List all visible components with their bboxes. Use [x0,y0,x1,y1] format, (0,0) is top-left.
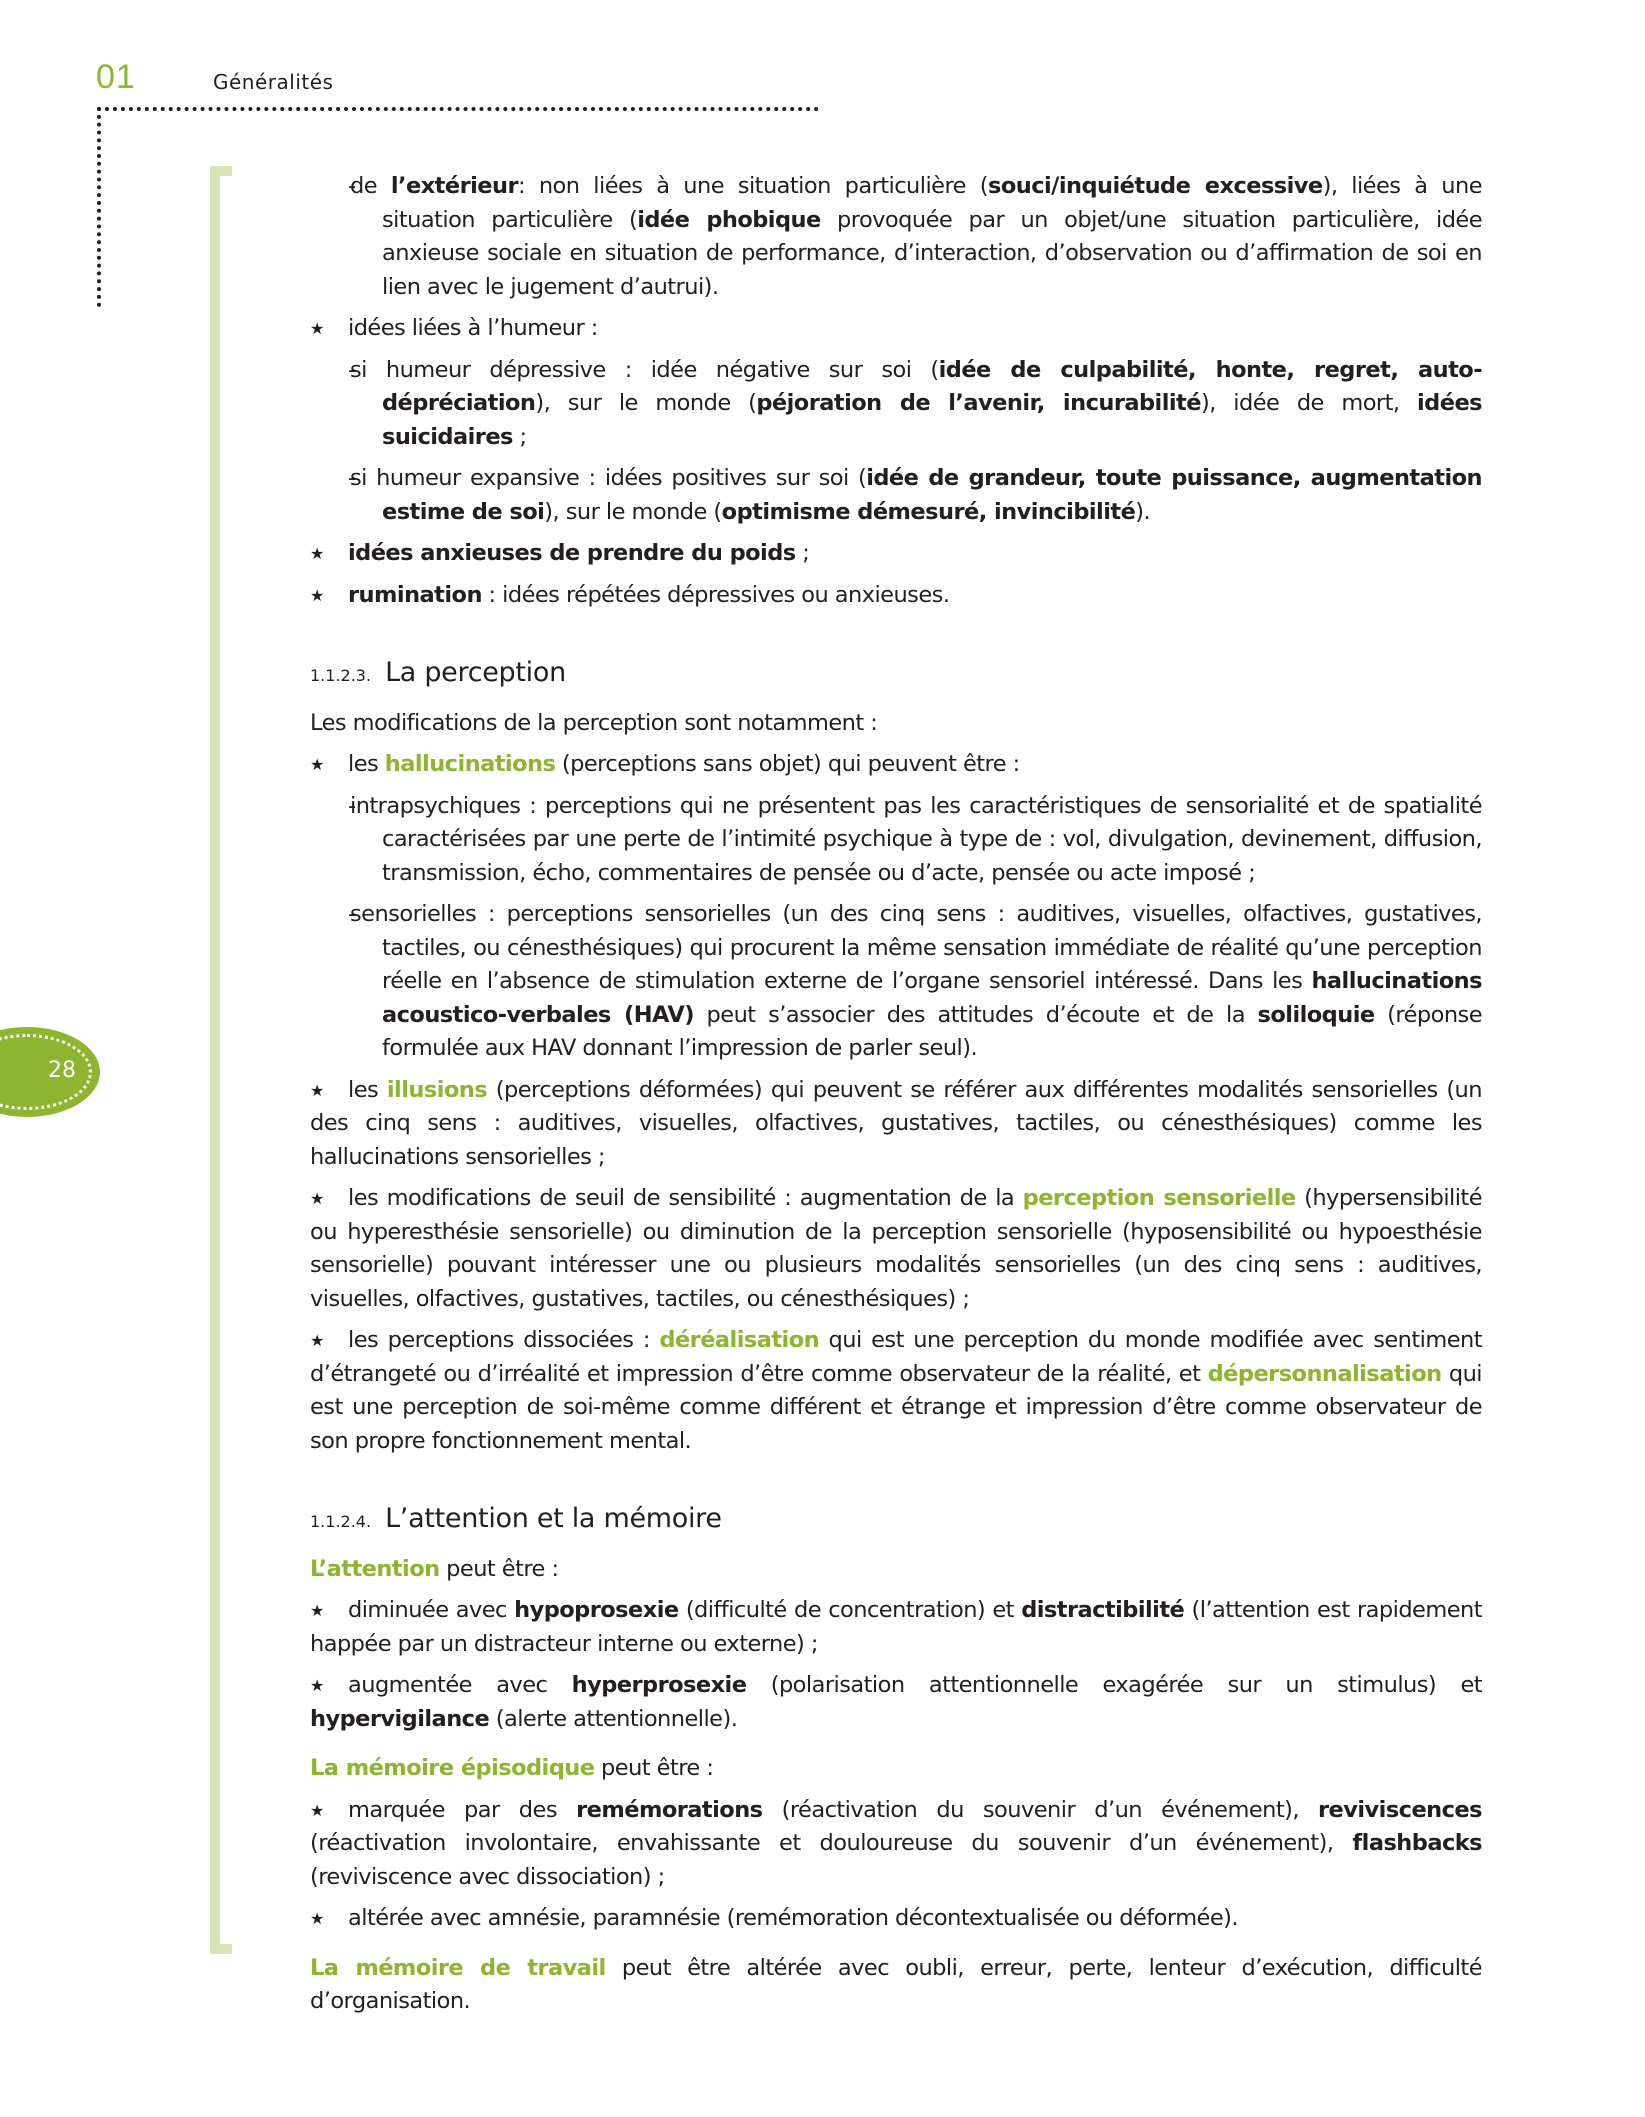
highlight-term: L’attention [310,1555,440,1582]
section-number: 1.1.2.3. [310,666,372,685]
text: peut être altérée avec oubli, erreur, perte, lenteur d’exécution, difficulté d’organisation. [310,1954,1482,2014]
sub-list-item [310,354,1482,455]
text: (réponse formulée aux HAV donnant l’impression de parler seul). [382,1001,1482,1061]
list-item [310,1324,1482,1458]
text: si humeur dépressive : idée négative sur soi ( [350,356,939,383]
chapter-title: Généralités [213,70,334,94]
text: augmentée avec [348,1672,572,1698]
text: (réactivation du souvenir d’un événement), [762,1796,1319,1823]
text: : idées répétées dépressives ou anxieuses. [481,581,950,608]
bold-term: rumination [348,581,482,608]
bold-term: reviviscences [1318,1796,1482,1823]
text: diminuée avec [348,1597,515,1623]
list-item [310,748,1482,782]
star-bullet-icon: ★ [310,1331,324,1350]
bold-term: optimisme démesuré, invincibilité [721,498,1136,525]
highlight-term: La mémoire épisodique [310,1755,595,1781]
content-bracket [210,166,232,1954]
bold-term: remémorations [576,1796,763,1823]
text: ), liées à une situation particulière ( [382,173,1482,233]
text: (l’attention est rapidement happée par un distracteur interne ou externe) ; [310,1597,1482,1657]
star-bullet-icon: ★ [310,1080,324,1100]
text: altérée avec amnésie, paramnésie (remémoration décontextualisée ou déformée). [348,1905,1238,1931]
list-item [310,537,1482,571]
text: ), sur le monde ( [544,498,722,525]
section-heading [310,1502,1482,1539]
text: provoquée par un objet/une situation particulière, idée anxieuse sociale en situation de performance, d’interaction, d’observation ou d’affirmation de soi en lien avec le jugement d’autrui). [382,206,1483,300]
text: si humeur expansive : idées positives sur soi ( [350,465,867,491]
star-bullet-icon: ★ [310,319,324,338]
paragraph [310,1553,1482,1587]
paragraph [310,1752,1482,1786]
text: (reviviscence avec dissociation) ; [310,1863,665,1890]
sub-list-item [310,898,1482,1066]
page-body [310,170,1482,2019]
section-title: L’attention et la mémoire [385,1503,722,1534]
star-bullet-icon: ★ [310,1800,324,1820]
text: qui est une perception du monde modifiée avec sentiment d’étrangeté ou d’irréalité et impression d’être comme observateur de la réalité, et [310,1327,1482,1387]
text: - intrapsychiques : perceptions qui ne présentent pas les caractéristiques de sensorialité et de spatialité caractérisées par une perte de l’intimité psychique à type de : vol, divulgation, devinement, diffusion, transmission, écho, commentaires de pensée ou d’acte, pensée ou acte imposé ; [350,792,1482,886]
text: (polarisation attentionnelle exagérée sur un stimulus) et [746,1672,1483,1698]
highlight-term: La mémoire de travail [310,1954,606,1981]
bold-term: péjoration de l’avenir, incurabilité [756,390,1201,416]
bold-term: idée phobique [637,206,821,233]
sub-list-item [310,170,1482,304]
text: : non liées à une situation particulière ( [518,173,988,199]
list-item [310,1902,1482,1936]
text: ), idée de mort, [1200,390,1418,416]
bold-term: idées anxieuses de prendre du poids [348,540,796,566]
star-bullet-icon: ★ [310,1676,324,1695]
highlight-term: déréalisation [659,1327,820,1353]
paragraph: Les modifications de la perception sont notamment : [310,709,878,736]
section-title: La perception [385,657,566,688]
text: (difficulté de concentration) et [678,1597,1022,1623]
text: peut être : [439,1555,559,1582]
list-item [310,1794,1482,1895]
text: peut être : [594,1755,714,1781]
text: les [348,751,385,777]
star-bullet-icon: ★ [310,1601,324,1620]
bold-term: l’extérieur [390,173,519,199]
section-number: 1.1.2.4. [310,1512,372,1531]
text: idées liées à l’humeur : [348,315,598,341]
text: (hypersensibilité ou hyperesthésie sensorielle) ou diminution de la perception sensorielle (hyposensibilité ou hypoesthésie sensorielle) pouvant intéresser une ou plusieurs modalités sensorielles (un des cinq sens : auditives, visuelles, olfactives, gustatives, tactiles, ou cénesthésiques) ; [310,1185,1482,1312]
text: ; [512,423,527,450]
sub-list-item [310,462,1482,529]
highlight-term: illusions [386,1076,488,1103]
text: marquée par des [348,1796,577,1823]
list-item [310,1182,1482,1316]
bold-term: hypervigilance [310,1705,490,1732]
bold-term: soliloquie [1257,1001,1375,1028]
bold-term: flashbacks [1352,1830,1482,1856]
text: de [350,173,391,199]
text: ), sur le monde ( [535,390,757,416]
highlight-term: perception sensorielle [1022,1185,1296,1211]
text: les perceptions dissociées : [348,1327,660,1353]
star-bullet-icon: ★ [310,1909,324,1928]
text: les modifications de seuil de sensibilité : augmentation de la [348,1185,1023,1211]
bold-term: idées suicidaires [382,390,1482,450]
list-item [310,312,1482,346]
list-item [310,1594,1482,1661]
bold-term: distractibilité [1021,1597,1185,1623]
paragraph [310,1952,1482,2019]
text: sensorielles : perceptions sensorielles (un des cinq sens : auditives, visuelles, olfactives, gustatives, tactiles, ou cénesthésiques) qui procurent la même sensation immédiate de réalité qu’une perception réelle en l’absence de stimulation externe de l’organe sensoriel intéressé. Dans les [350,901,1482,994]
bold-term: hyperprosexie [571,1672,747,1698]
highlight-term: dépersonnalisation [1207,1360,1442,1387]
star-bullet-icon: ★ [310,755,324,774]
list-item [310,579,1482,613]
bold-term: hallucinations acoustico-verbales (HAV) [382,968,1482,1028]
text: qui est une perception de soi-même comme différent et étrange et impression d’être comme observateur de son propre fonctionnement mental. [310,1360,1482,1454]
star-bullet-icon: ★ [310,1189,324,1208]
text: les [348,1076,387,1103]
text: ). [1135,498,1151,525]
section-heading [310,656,1482,693]
header-dotted-rule [97,107,819,111]
page-number: 28 [48,1058,76,1083]
header-dotted-rule-vertical [97,107,101,307]
sub-list-item [310,790,1482,891]
text: (alerte attentionnelle). [489,1705,738,1732]
bold-term: idée de grandeur, toute puissance, augmentation estime de soi [382,465,1482,525]
star-bullet-icon: ★ [310,585,324,605]
highlight-term: hallucinations [384,751,556,777]
text: ; [795,540,810,566]
list-item [310,1074,1482,1175]
chapter-number: 01 [96,58,136,96]
text: (réactivation involontaire, envahissante et douloureuse du souvenir d’un événement), [310,1830,1353,1856]
bold-term: souci/inquiétude excessive [988,173,1323,199]
bold-term: idée de culpabilité, honte, regret, auto-dépréciation [382,356,1482,416]
text: peut s’associer des attitudes d’écoute et de la [693,1001,1258,1028]
list-item [310,1669,1482,1736]
text: (perceptions déformées) qui peuvent se référer aux différentes modalités sensorielles (un des cinq sens : auditives, visuelles, olfactives, gustatives, tactiles, ou cénesthésiques) comme les hallucinations sensorielles ; [310,1076,1482,1170]
bold-term: hypoprosexie [514,1597,679,1623]
star-bullet-icon: ★ [310,544,324,563]
text: (perceptions sans objet) qui peuvent être : [555,751,1020,777]
